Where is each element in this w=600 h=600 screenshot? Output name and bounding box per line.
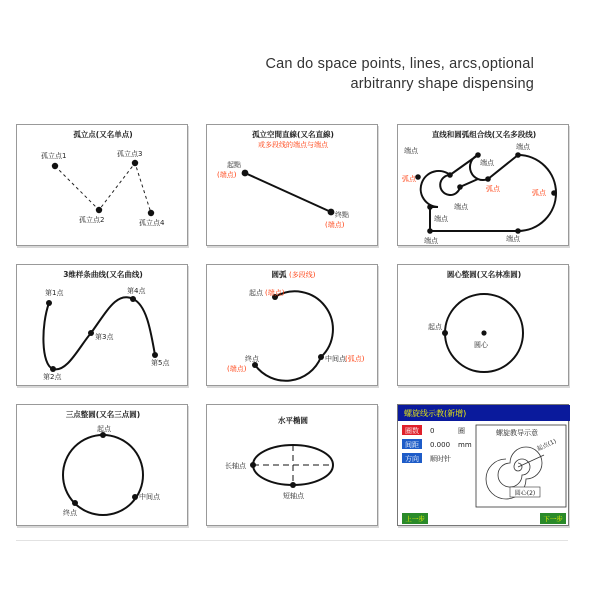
panel-center-circle — [397, 264, 569, 386]
label-point-2: 孤立点2 — [79, 216, 105, 224]
panel-title: 直线和圆弧组合线(又名多段线) — [431, 130, 537, 139]
label-arc: 弧点 — [532, 189, 546, 197]
panel-subtitle: 或多段线的端点与端点 — [258, 141, 328, 149]
label-start: 起點 — [227, 161, 241, 169]
label-start: 起点 — [97, 425, 111, 433]
panel-title: 水平椭圆 — [278, 416, 308, 425]
node — [427, 228, 433, 234]
panel-three-point-circle — [16, 404, 188, 526]
panel-arc — [206, 264, 378, 386]
short-axis-point — [290, 482, 296, 488]
label-endpoint: 端点 — [454, 203, 468, 211]
direction-value[interactable]: 顺时针 — [430, 455, 451, 463]
prev-step-label: 上一步 — [405, 515, 425, 523]
label-point-2: 第2点 — [43, 373, 62, 381]
label-arc: 弧点 — [486, 185, 500, 193]
label-arc: 弧点 — [402, 175, 416, 183]
long-axis-point — [250, 462, 256, 468]
caption-line-1: Can do space points, lines, arcs,optional — [265, 56, 534, 72]
node — [427, 204, 433, 210]
panel-spiral-teach — [397, 404, 569, 526]
label-endpoint: 端点 — [424, 237, 438, 245]
spline-point-3 — [88, 330, 94, 336]
node — [475, 152, 481, 158]
label-endpoint: 端点 — [516, 143, 530, 151]
spiral-center-label: 圆心(2) — [514, 490, 536, 497]
label-mid: 中间点 — [325, 355, 346, 363]
turns-label: 圈数 — [405, 427, 419, 435]
dashed-path — [55, 163, 151, 213]
node — [515, 152, 521, 158]
label-endpoint: 端点 — [434, 215, 448, 223]
label-point-3: 孤立点3 — [117, 150, 143, 158]
panel-isolated-points — [16, 124, 188, 246]
label-point-5: 第5点 — [151, 359, 170, 367]
label-end: 终點 — [335, 211, 349, 219]
feature-caption — [265, 54, 534, 94]
label-long-axis: 长轴点 — [225, 462, 246, 470]
label-point-3: 第3点 — [95, 333, 114, 341]
label-end: 终点 — [63, 509, 77, 517]
spline-point-5 — [152, 352, 158, 358]
label-short-axis: 短轴点 — [283, 492, 304, 500]
label-start-red: (端点) — [217, 171, 237, 179]
label-point-4: 第4点 — [127, 287, 146, 295]
label-endpoint: 端点 — [506, 235, 520, 243]
panel-title: 3维样条曲线(又名曲线) — [63, 270, 143, 279]
panel-title: 三点整圆(又名三点圆) — [65, 410, 141, 419]
node — [551, 190, 557, 196]
pitch-unit: mm — [458, 441, 472, 449]
bottom-divider — [16, 540, 568, 541]
circle-mid — [132, 494, 138, 500]
caption-line-2: arbitranry shape dispensing — [350, 76, 534, 92]
point-4 — [148, 210, 154, 216]
turns-unit: 圈 — [458, 427, 465, 435]
panel-title: 孤立空間直線(又名直線) — [252, 130, 334, 139]
circle-center — [481, 330, 486, 335]
label-end-red: (端点) — [227, 365, 247, 373]
label-end: 终点 — [245, 355, 259, 363]
label-center: 圆心 — [474, 341, 488, 349]
point-1 — [52, 163, 58, 169]
arc-path — [255, 291, 333, 380]
circle-start — [442, 330, 448, 336]
label-point-1: 第1点 — [45, 289, 64, 297]
node — [447, 172, 453, 178]
panel-polyline — [397, 124, 569, 246]
label-point-1: 孤立点1 — [41, 152, 67, 160]
label-endpoint: 端点 — [404, 147, 418, 155]
direction-label: 方向 — [405, 455, 419, 463]
panel-title: 孤立点(又名单点) — [73, 130, 133, 139]
spline-point-1 — [46, 300, 52, 306]
spline-point-4 — [130, 296, 136, 302]
point-2 — [96, 207, 102, 213]
circle-end — [72, 500, 78, 506]
pitch-value[interactable]: 0.000 — [430, 441, 451, 449]
panel-title-red: (多段线) — [289, 271, 316, 279]
end-point — [328, 209, 335, 216]
pitch-label: 间距 — [405, 441, 419, 449]
arc-mid — [318, 354, 324, 360]
label-end-red: (端点) — [325, 221, 345, 229]
node — [485, 176, 491, 182]
spiral-header: 螺旋线示教(新增) — [404, 409, 467, 418]
point-3 — [132, 160, 138, 166]
label-start: 起点 — [428, 323, 442, 331]
panel-title: 圆心整圆(又名林准圆) — [446, 270, 522, 279]
node — [457, 184, 463, 190]
label-start-red: (端点) — [265, 289, 285, 297]
node — [415, 174, 421, 180]
label-start: 起点 — [249, 289, 263, 297]
label-endpoint: 端点 — [480, 159, 494, 167]
node — [515, 228, 521, 234]
panel-straight-line — [206, 124, 378, 246]
panel-title-black: 圆弧 — [271, 270, 287, 279]
panel-spline — [16, 264, 188, 386]
spiral-diagram-title: 螺旋教导示意 — [496, 429, 538, 437]
turns-value[interactable]: 0 — [430, 427, 435, 435]
label-point-4: 孤立点4 — [139, 219, 165, 227]
panel-ellipse — [206, 404, 378, 526]
next-step-label: 下一步 — [543, 515, 563, 523]
start-point — [242, 170, 249, 177]
label-mid-red: (弧点) — [345, 355, 365, 363]
line-segment — [245, 173, 331, 212]
spiral-start-label: 起点(1) — [535, 437, 558, 453]
spline-point-2 — [50, 366, 56, 372]
label-mid: 中间点 — [139, 493, 160, 501]
